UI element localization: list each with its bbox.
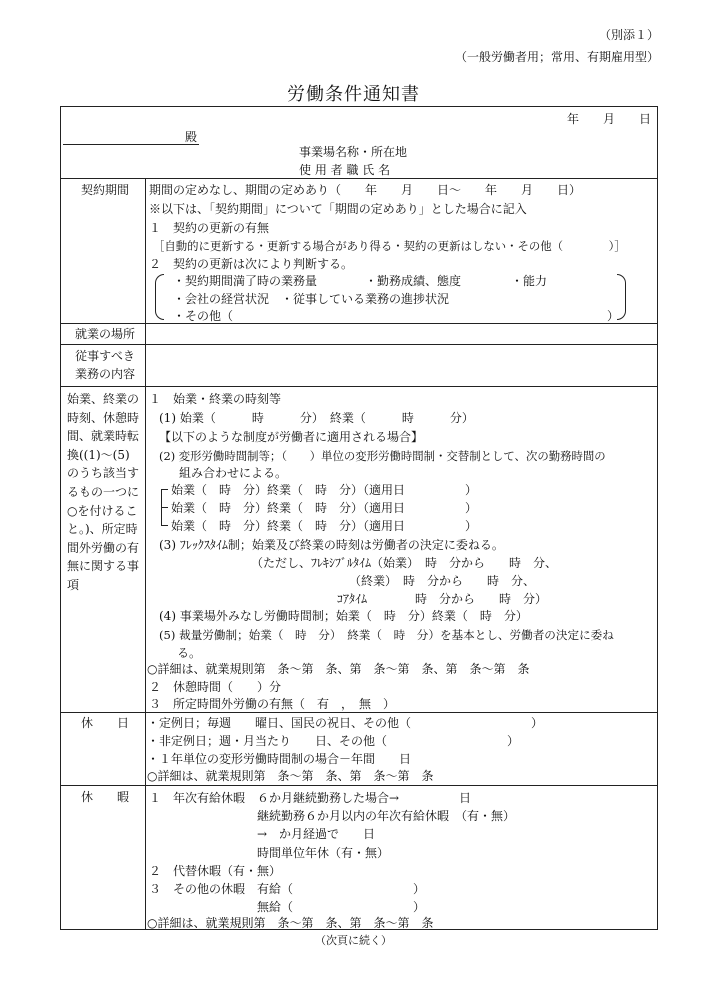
irregular-holidays-line: ・非定例日；週・月当たり 日、その他（ ） (147, 734, 520, 748)
working-hours-label-line: 無に関する事 (67, 559, 140, 574)
duties-label-2: 業務の内容 (74, 367, 135, 381)
shift-bracket-tick (161, 507, 168, 508)
row-divider (61, 712, 657, 713)
holidays-label: 休 日 (80, 716, 129, 730)
renewal-heading: １ 契約の更新の有無 (149, 221, 270, 235)
criteria-performance: ・勤務成績、態度 (365, 274, 462, 288)
recipient-honorific: 殿 (185, 130, 198, 144)
workplace-label: 就業の場所 (74, 327, 135, 341)
criteria-business-status: ・会社の経営状況 ・従事している業務の進捗状況 (173, 292, 450, 306)
regular-holidays-line: ・定例日；毎週 曜日、国民の祝日、その他（ ） (147, 716, 544, 730)
date-field[interactable]: 年 月 日 (566, 112, 651, 126)
criteria-workload: ・契約期間満了時の業務量 (173, 274, 318, 288)
hours-rules-reference: ○詳細は、就業規則第 条～第 条、第 条～第 条、第 条～第 条 (147, 662, 530, 676)
recipient-name-line[interactable] (63, 144, 199, 145)
variable-hours-line: (2) 変形労働時間制等；（ ）単位の変形労働時間制・交替制として、次の勤務時間の (159, 449, 606, 463)
annual-leave-within-6m: 継続勤務６か月以内の年次有給休暇 （有・無） (257, 809, 516, 823)
criteria-ability: ・能力 (511, 274, 548, 288)
hours-heading: １ 始業・終業の時刻等 (149, 392, 282, 406)
holidays-rules-reference: ○詳細は、就業規則第 条～第 条、第 条～第 条 (147, 769, 434, 783)
discretionary-line: (5) 裁量労働制；始業（ 時 分） 終業（ 時 分）を基本とし、労働者の決定に委ね (159, 628, 614, 642)
working-hours-label-line: 換((1)～(5) (67, 447, 130, 462)
employer-name-label: 使 用 者 職 氏 名 (299, 163, 391, 177)
working-hours-label-line: 間外労働の有 (67, 540, 140, 555)
renewal-judgment-heading: ２ 契約の更新は次により判断する。 (149, 257, 354, 271)
flexible-time-start: （ただし、ﾌﾚｷｼﾌﾞﾙﾀｲﾑ（始業） 時 分から 時 分、 (251, 556, 558, 570)
annual-leave-months: → か月経過で 日 (257, 827, 376, 841)
row-divider (61, 785, 657, 786)
shift-line-3: 始業（ 時 分）終業（ 時 分）（適用日 ） (171, 519, 478, 533)
flextime-line: (3) ﾌﾚｯｸｽﾀｲﾑ制；始業及び終業の時刻は労働者の決定に委ねる。 (159, 538, 504, 552)
row-divider (61, 323, 657, 324)
fixed-hours-line: (1) 始業（ 時 分） 終業（ 時 分） (159, 411, 474, 425)
leave-rules-reference: ○詳細は、就業規則第 条～第 条、第 条～第 条 (147, 916, 434, 930)
applicability-label: （一般労働者用；常用、有期雇用型） (454, 50, 659, 64)
shift-bracket-tick (161, 489, 168, 490)
discretionary-cont: る。 (177, 646, 202, 660)
continued-note: （次頁に続く） (315, 934, 392, 947)
special-systems-note: 【以下のような制度が労働者に適用される場合】 (159, 430, 424, 444)
employer-address-label: 事業場名称・所在地 (299, 145, 408, 159)
variable-hours-cont: 組み合わせによる。 (179, 466, 288, 480)
duties-label-1: 従事すべき (75, 349, 135, 363)
annual-variable-holidays-line: ・１年単位の変形労働時間制の場合－年間 日 (147, 752, 412, 766)
break-time-line: ２ 休憩時間（ ）分 (149, 680, 282, 694)
substitute-leave-line: ２ 代替休暇（有・無） (149, 864, 282, 878)
document-title: 労働条件通知書 (287, 84, 420, 105)
row-divider (61, 386, 657, 387)
shift-line-1: 始業（ 時 分）終業（ 時 分）（適用日 ） (171, 483, 478, 497)
other-unpaid-leave-line: 無給（ ） (257, 900, 426, 914)
working-hours-label-line: 項 (67, 577, 80, 592)
attachment-label: （別添１） (598, 28, 659, 42)
contract-note: ※以下は、「契約期間」について「期間の定めあり」とした場合に記入 (149, 202, 527, 216)
leave-label: 休 暇 (80, 790, 129, 804)
working-hours-label-line: るもの一つに (67, 484, 140, 499)
criteria-other-close: ） (607, 309, 620, 323)
working-hours-label-line: 間、就業時転 (67, 429, 140, 444)
column-divider (145, 178, 146, 929)
contract-period-line: 期間の定めなし、期間の定めあり（ 年 月 日～ 年 月 日） (149, 183, 582, 197)
working-hours-label-line: ○を付けるこ (67, 503, 138, 518)
core-time: ｺｱﾀｲﾑ 時 分から 時 分） (337, 592, 548, 606)
criteria-other: ・その他（ (173, 309, 234, 323)
working-hours-label-line: 時刻、休憩時 (67, 410, 140, 425)
contract-period-label: 契約期間 (80, 183, 129, 197)
renewal-options: ［自動的に更新する・更新する場合があり得る・契約の更新はしない・その他（ ）］ (153, 239, 626, 253)
annual-leave-line: １ 年次有給休暇 ６か月継続勤務した場合→ 日 (149, 791, 472, 805)
shift-line-2: 始業（ 時 分）終業（ 時 分）（適用日 ） (171, 501, 478, 515)
overtime-line: ３ 所定時間外労働の有無（ 有 ， 無 ） (149, 697, 396, 711)
hourly-leave-line: 時間単位年休（有・無） (257, 846, 390, 860)
criteria-bracket-left (155, 274, 164, 320)
working-hours-label (67, 390, 143, 595)
row-divider (61, 178, 657, 179)
working-hours-label-line: と。)、所定時 (67, 522, 138, 537)
working-hours-label-line: のうち該当す (67, 466, 140, 481)
row-divider (61, 344, 657, 345)
notice-form (60, 106, 658, 930)
deemed-hours-line: (4) 事業場外みなし労働時間制；始業（ 時 分）終業（ 時 分） (159, 609, 528, 623)
other-paid-leave-line: ３ その他の休暇 有給（ ） (149, 882, 426, 896)
flexible-time-end: （終業） 時 分から 時 分、 (349, 574, 536, 588)
working-hours-label-line: 始業、終業の (67, 392, 140, 406)
shift-bracket-tick (161, 525, 168, 526)
